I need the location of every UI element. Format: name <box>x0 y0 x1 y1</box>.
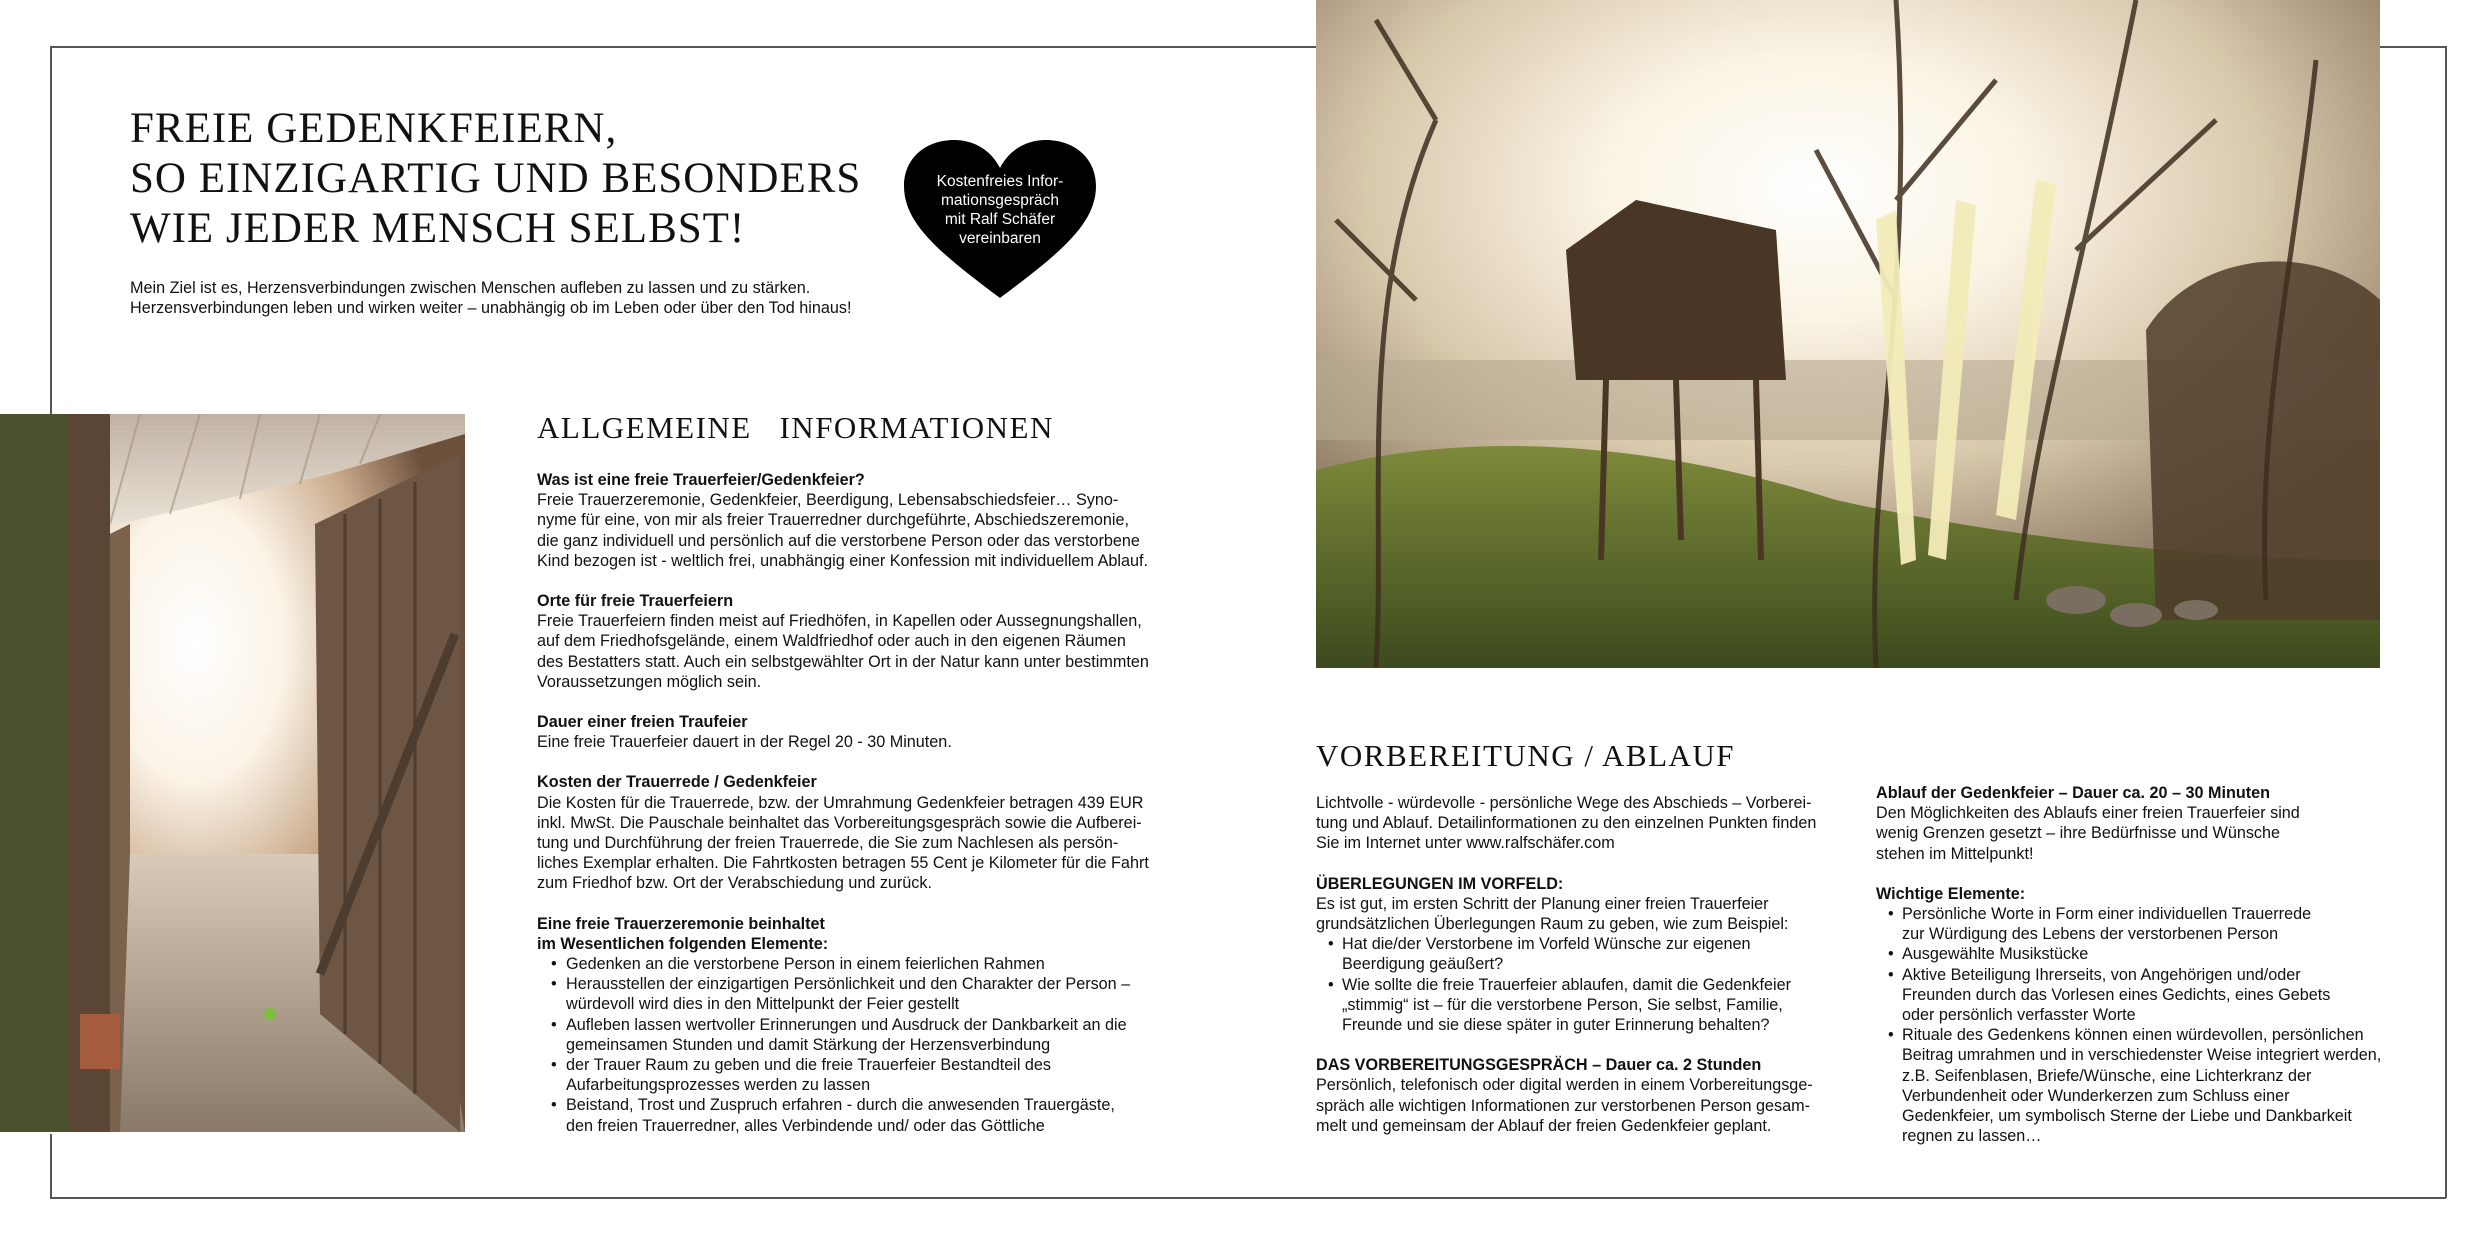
info-block-places <box>537 591 1177 692</box>
important-elements-heading: Wichtige Elemente: <box>1876 884 2026 903</box>
info-line: tung und Durchführung der freien Trauerrede, die Sie zum Nachlesen als persön- <box>537 834 1119 853</box>
considerations-block <box>1316 874 1876 1036</box>
prep-line: Lichtvolle - würdevolle - persönliche Wege des Abschieds – Vorberei- <box>1316 794 1812 812</box>
prep-line: grundsätzlichen Überlegungen Raum zu geben, wie zum Beispiel: <box>1316 915 1789 934</box>
list-item <box>537 974 1177 1014</box>
list-item <box>1876 904 2396 944</box>
list-line: regnen zu lassen… <box>1902 1127 2042 1146</box>
procedure-line: stehen im Mittelpunkt! <box>1876 844 2034 863</box>
info-block-duration <box>537 712 1177 752</box>
preparation-title: VORBEREITUNG / ABLAUF <box>1316 738 1736 773</box>
list-line: Beitrag umrahmen und in verschiedenster Weise integriert werden, <box>1902 1046 2382 1065</box>
general-info-column <box>537 470 1177 1156</box>
prep-line: Sie im Internet unter www.ralfschäfer.com <box>1316 834 1615 853</box>
info-heading: im Wesentlichen folgenden Elemente: <box>537 934 829 953</box>
info-heading: Eine freie Trauerzeremonie beinhaltet <box>537 914 825 933</box>
list-item <box>1876 1025 2396 1146</box>
heart-badge-text <box>900 172 1100 248</box>
door-photo <box>0 414 465 1132</box>
frame-left <box>50 46 52 414</box>
list-line: Verbundenheit oder Wunderkerzen zum Schluss einer <box>1902 1086 2290 1105</box>
headline-line: FREIE GEDENKFEIERN, <box>130 105 618 152</box>
talk-block <box>1316 1055 1876 1136</box>
list-line: z.B. Seifenblasen, Briefe/Wünsche, eine Lichterkranz der <box>1902 1066 2312 1085</box>
treehouse-photo <box>1316 0 2380 668</box>
list-line: • der Trauer Raum zu geben und die freie Trauerfeier Bestandteil des <box>566 1056 1052 1075</box>
prep-line: spräch alle wichtigen Informationen zur verstorbenen Person gesam- <box>1316 1096 1810 1115</box>
info-heading: Kosten der Trauerrede / Gedenkfeier <box>537 773 817 792</box>
info-heading: Orte für freie Trauerfeiern <box>537 592 734 611</box>
talk-heading: DAS VORBEREITUNGSGESPRÄCH – Dauer ca. 2 Stunden <box>1316 1056 1762 1075</box>
intro-text <box>130 278 950 318</box>
prep-line: Persönlich, telefonisch oder digital werden in einem Vorbereitungsge- <box>1316 1076 1813 1095</box>
prep-line: melt und gemeinsam der Ablauf der freien Gedenkfeier geplant. <box>1316 1116 1772 1135</box>
heart-line: mationsgespräch <box>940 192 1060 209</box>
list-line: Freunden durch das Vorlesen eines Gedichts, eines Gebets <box>1902 985 2331 1004</box>
list-line: Beerdigung geäußert? <box>1342 955 1504 974</box>
info-line: nyme für eine, von mir als freier Trauerredner durchgeführte, Abschiedszeremonie, <box>537 511 1130 530</box>
info-line: Kind bezogen ist - weltlich frei, unabhängig einer Konfession mit individuellem Ablauf. <box>537 551 1148 570</box>
frame-bottom <box>50 1197 2446 1199</box>
list-item <box>1876 965 2396 1026</box>
preparation-column <box>1316 793 1876 1156</box>
procedure-column <box>1876 783 2396 1166</box>
frame-left-lower <box>50 1134 52 1198</box>
list-item <box>537 1015 1177 1055</box>
list-line: würdevoll wird dies in den Mittelpunkt der Feier gestellt <box>566 995 960 1014</box>
list-line: Gedenkfeier, um symbolisch Sterne der Liebe und Dankbarkeit <box>1902 1107 2352 1126</box>
info-line: des Bestatters statt. Auch ein selbstgewählter Ort in der Natur kann unter bestimmten <box>537 652 1149 671</box>
page-headline <box>130 104 861 254</box>
procedure-line: Den Möglichkeiten des Ablaufs einer freien Trauerfeier sind <box>1876 804 2300 823</box>
info-line: die ganz individuell und persönlich auf die verstorbene Person oder das verstorbene <box>537 531 1140 550</box>
considerations-list <box>1316 934 1876 1035</box>
important-elements-list <box>1876 904 2396 1146</box>
list-line: „stimmig“ ist – für die verstorbene Person, Sie selbst, Familie, <box>1342 995 1783 1014</box>
list-item <box>537 954 1177 974</box>
heart-line: vereinbaren <box>959 230 1041 247</box>
info-block-costs <box>537 772 1177 893</box>
heart-line: mit Ralf Schäfer <box>944 211 1056 228</box>
list-item <box>1316 934 1876 974</box>
info-heading: Dauer einer freien Traufeier <box>537 713 748 732</box>
frame-top-right <box>2380 46 2446 48</box>
list-line: • Beistand, Trost und Zuspruch erfahren - durch die anwesenden Trauergäste, <box>566 1096 1115 1115</box>
list-line: oder persönlich verfasster Worte <box>1902 1006 2136 1025</box>
info-block-elements <box>537 914 1177 1136</box>
list-line: Aufarbeitungsprozesses werden zu lassen <box>566 1076 871 1095</box>
list-line: • Herausstellen der einzigartigen Persönlichkeit und den Charakter der Person – <box>566 975 1131 994</box>
info-line: Freie Trauerfeiern finden meist auf Friedhöfen, in Kapellen oder Aussegnungshallen, <box>537 612 1142 631</box>
heart-line: Kostenfreies Infor- <box>936 173 1064 190</box>
frame-top-left <box>50 46 1316 48</box>
info-line: inkl. MwSt. Die Pauschale beinhaltet das Vorbereitungsgespräch sowie die Aufberei- <box>537 813 1142 832</box>
intro-line: Herzensverbindungen leben und wirken weiter – unabhängig ob im Leben oder über den Tod hinaus! <box>130 299 852 317</box>
info-line: Die Kosten für die Trauerrede, bzw. der Umrahmung Gedenkfeier betragen 439 EUR <box>537 793 1144 812</box>
list-line: den freien Trauerredner, alles Verbindende und/ oder das Göttliche <box>566 1116 1045 1135</box>
procedure-block <box>1876 783 2396 864</box>
frame-right <box>2445 46 2447 1198</box>
list-line: • Wie sollte die freie Trauerfeier ablaufen, damit die Gedenkfeier <box>1342 975 1791 994</box>
prep-line: Es ist gut, im ersten Schritt der Planung einer freien Trauerfeier <box>1316 894 1769 913</box>
considerations-heading: ÜBERLEGUNGEN IM VORFELD: <box>1316 874 1564 893</box>
info-line: liches Exemplar erhalten. Die Fahrtkosten betragen 55 Cent je Kilometer für die Fahrt <box>537 854 1149 873</box>
consultation-heart-badge[interactable] <box>900 138 1100 298</box>
prep-line: tung und Ablauf. Detailinformationen zu den einzelnen Punkten finden <box>1316 814 1817 833</box>
list-line: • Persönliche Worte in Form einer individuellen Trauerrede <box>1902 905 2312 924</box>
list-line: • Aufleben lassen wertvoller Erinnerungen und Ausdruck der Dankbarkeit an die <box>566 1015 1127 1034</box>
list-line: • Aktive Beteiligung Ihrerseits, von Angehörigen und/oder <box>1902 965 2301 984</box>
general-info-title: ALLGEMEINE INFORMATIONEN <box>537 410 1054 445</box>
info-line: auf dem Friedhofsgelände, einem Waldfriedhof oder auch in den eigenen Räumen <box>537 632 1126 651</box>
list-item <box>537 1095 1177 1135</box>
list-item <box>537 1055 1177 1095</box>
headline-line: WIE JEDER MENSCH SELBST! <box>130 205 746 252</box>
list-line: • Gedenken an die verstorbene Person in einem feierlichen Rahmen <box>566 955 1045 974</box>
list-line: • Rituale des Gedenkens können einen würdevollen, persönlichen <box>1902 1026 2364 1045</box>
list-line: • Hat die/der Verstorbene im Vorfeld Wünsche zur eigenen <box>1342 935 1751 954</box>
elements-list <box>537 954 1177 1136</box>
list-item <box>1876 944 2396 964</box>
list-line: zur Würdigung des Lebens der verstorbenen Person <box>1902 925 2279 944</box>
intro-line: Mein Ziel ist es, Herzensverbindungen zwischen Menschen aufleben zu lassen und zu stärken. <box>130 279 811 297</box>
info-heading: Was ist eine freie Trauerfeier/Gedenkfeier? <box>537 471 865 489</box>
info-line: Voraussetzungen möglich sein. <box>537 672 762 691</box>
headline-line: SO EINZIGARTIG UND BESONDERS <box>130 155 862 202</box>
important-elements-block <box>1876 884 2396 1147</box>
list-line: gemeinsamen Stunden und damit Stärkung der Herzensverbindung <box>566 1035 1051 1054</box>
preparation-intro <box>1316 793 1876 854</box>
list-line: Freunde und sie diese später in guter Erinnerung behalten? <box>1342 1016 1770 1035</box>
info-line: zum Friedhof bzw. Ort der Verabschiedung und zurück. <box>537 874 932 893</box>
procedure-heading: Ablauf der Gedenkfeier – Dauer ca. 20 – 30 Minuten <box>1876 784 2271 802</box>
list-item <box>1316 975 1876 1036</box>
info-line: Eine freie Trauerfeier dauert in der Regel 20 - 30 Minuten. <box>537 733 952 752</box>
info-line: Freie Trauerzeremonie, Gedenkfeier, Beerdigung, Lebensabschiedsfeier… Syno- <box>537 491 1119 510</box>
info-block-what <box>537 470 1177 571</box>
list-line: • Ausgewählte Musikstücke <box>1902 945 2089 964</box>
procedure-line: wenig Grenzen gesetzt – ihre Bedürfnisse und Wünsche <box>1876 824 2281 843</box>
